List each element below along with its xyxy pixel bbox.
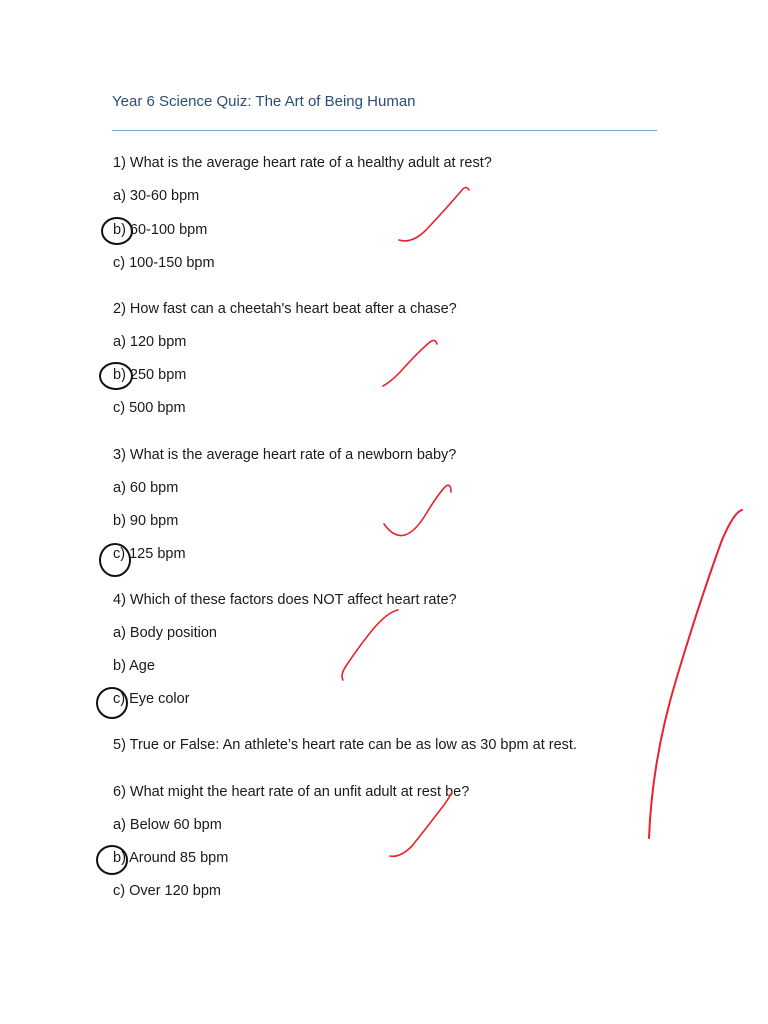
question-4-option-c: c) Eye color [113, 691, 190, 707]
tick-mark-q3 [384, 485, 451, 535]
question-3-option-c: c) 125 bpm [113, 546, 186, 562]
question-1-option-b: b) 60-100 bpm [113, 222, 208, 238]
tick-mark-q4 [342, 610, 398, 680]
tick-mark-q2 [383, 340, 437, 386]
question-3-option-b: b) 90 bpm [113, 513, 179, 529]
quiz-title: Year 6 Science Quiz: The Art of Being Human [112, 93, 416, 110]
question-1-option-c: c) 100-150 bpm [113, 255, 215, 271]
tick-mark-q1 [399, 188, 469, 241]
question-2-option-b: b) 250 bpm [113, 367, 187, 383]
question-6-text: 6) What might the heart rate of an unfit adult at rest be? [113, 784, 470, 800]
question-6-option-a: a) Below 60 bpm [113, 817, 222, 833]
question-6-option-c: c) Over 120 bpm [113, 883, 221, 899]
question-4-text: 4) Which of these factors does NOT affect heart rate? [113, 592, 457, 608]
question-1-option-a: a) 30-60 bpm [113, 188, 200, 204]
question-4-option-a: a) Body position [113, 625, 217, 641]
question-2-option-a: a) 120 bpm [113, 334, 187, 350]
question-2-option-c: c) 500 bpm [113, 400, 186, 416]
margin-red-stroke [649, 510, 742, 838]
question-3-option-a: a) 60 bpm [113, 480, 179, 496]
question-5-text: 5) True or False: An athlete’s heart rate can be as low as 30 bpm at rest. [113, 737, 577, 753]
question-6-option-b: b) Around 85 bpm [113, 850, 229, 866]
title-underline [112, 130, 657, 131]
question-1-text: 1) What is the average heart rate of a healthy adult at rest? [113, 155, 492, 171]
question-3-text: 3) What is the average heart rate of a newborn baby? [113, 447, 457, 463]
question-2-text: 2) How fast can a cheetah's heart beat after a chase? [113, 301, 457, 317]
question-4-option-b: b) Age [113, 658, 155, 674]
